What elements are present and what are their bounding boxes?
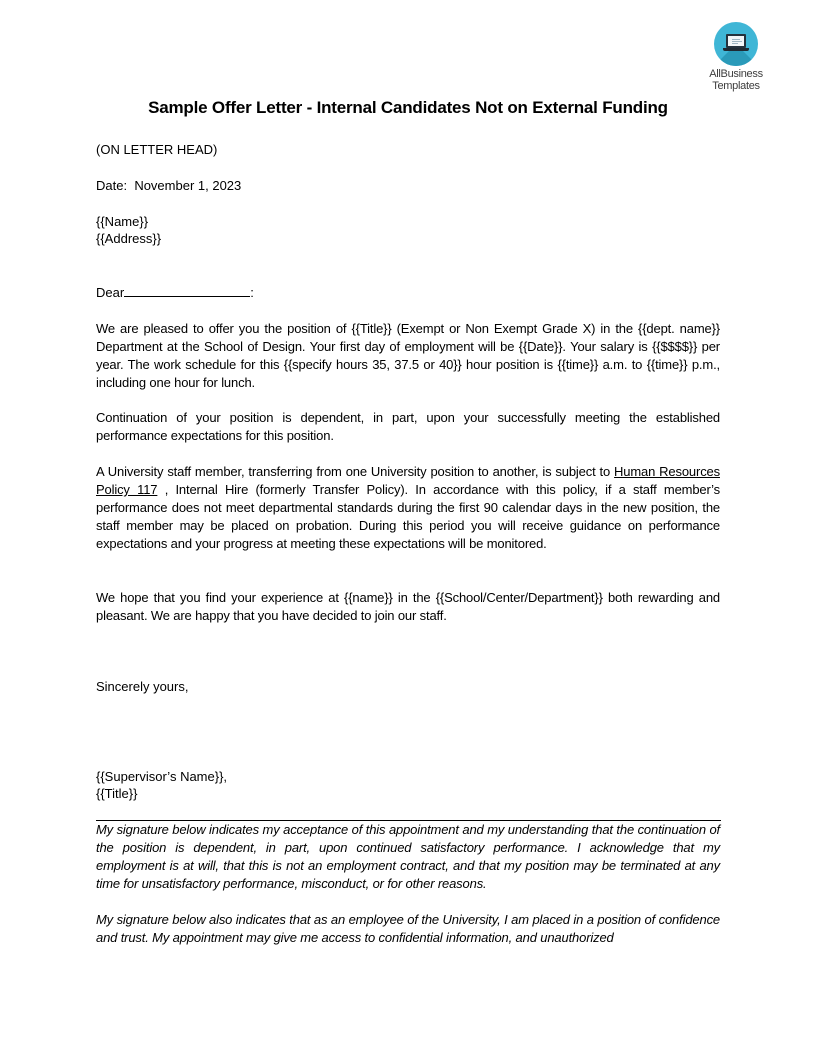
hr-policy-link[interactable]: Human Resources Policy 117 — [96, 464, 720, 497]
continuation-paragraph: Continuation of your position is dependent, in part, upon your successfully meeting the established performance expectations for this position. — [96, 410, 720, 443]
acceptance-paragraph-2: My signature below also indicates that as an employee of the University, I am placed in a position of confidence and trust. My appointment may give me access to confidential information, and unauthorized — [96, 912, 720, 945]
date-line — [96, 177, 241, 195]
salutation — [96, 284, 254, 302]
logo-text — [700, 68, 772, 92]
salutation-blank — [124, 284, 250, 297]
signoff: Sincerely yours, — [96, 679, 189, 694]
policy-text-before: A University staff member, transferring from one University position to another, is subject to — [96, 464, 615, 479]
logo-line-1: AllBusiness — [709, 68, 763, 80]
supervisor-name: {{Supervisor’s Name}}, — [96, 769, 228, 784]
offer-paragraph: We are pleased to offer you the position of {{Title}} (Exempt or Non Exempt Grade X) in the {{dept. name}} Department at the School of Design. Your first day of employment will be {{Date}}. Your salary is {{$$$$}} per year. The work schedule for this {{specify hours 35, 37.5 or 40}} hour position is {{time}} a.m. to {{time}} p.m., including one hour for lunch. — [96, 321, 720, 390]
date-label: Date: — [96, 178, 128, 193]
laptop-icon — [726, 34, 746, 48]
salutation-colon: : — [250, 285, 254, 300]
recipient-name: {{Name}} — [96, 214, 149, 229]
allbusiness-templates-logo — [700, 22, 772, 92]
policy-paragraph — [96, 463, 720, 553]
document-title: Sample Offer Letter - Internal Candidates Not on External Funding — [148, 98, 668, 117]
policy-text-after: , Internal Hire (formerly Transfer Policy). In accordance with this policy, if a staff member’s performance does not meet departmental standards during the first 90 calendar days in the new position, the staff member may be placed on probation. During this period you will receive guidance on performance expectations and your progress at meeting these expectations will be monitored. — [96, 482, 720, 551]
closing-paragraph: We hope that you find your experience at {{name}} in the {{School/Center/Department}} both rewarding and pleasant. We are happy that you have decided to join our staff. — [96, 590, 720, 623]
supervisor-title: {{Title}} — [96, 786, 138, 801]
date-value: November 1, 2023 — [134, 178, 242, 193]
recipient-address: {{Address}} — [96, 231, 162, 246]
logo-badge — [714, 22, 758, 66]
logo-line-2: Templates — [712, 80, 760, 92]
acceptance-paragraph-1: My signature below indicates my acceptance of this appointment and my understanding that the continuation of the position is dependent, in part, upon continued satisfactory performance. I acknowledge that my employment is at will, that this is not an employment contract, and that my position may be terminated at any time for unsatisfactory performance, misconduct, or for other reasons. — [96, 822, 720, 891]
salutation-text: Dear — [96, 285, 125, 300]
letterhead-note: (ON LETTER HEAD) — [96, 142, 218, 157]
